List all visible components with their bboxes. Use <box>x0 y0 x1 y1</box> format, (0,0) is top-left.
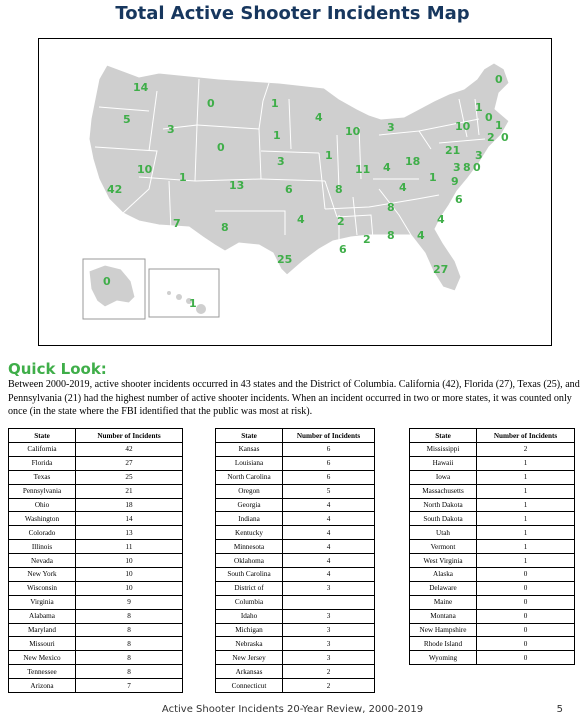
incident-count-cell: 2 <box>477 443 575 457</box>
incident-count-cell: 8 <box>76 651 183 665</box>
label-ga: 4 <box>417 229 425 242</box>
state-name-cell: North Dakota <box>410 498 477 512</box>
label-nd: 1 <box>271 97 279 110</box>
table-row <box>410 651 575 665</box>
state-name-cell: Alabama <box>9 609 76 623</box>
label-mt: 0 <box>207 97 215 110</box>
incident-count-cell: 2 <box>283 679 375 693</box>
incident-count-cell: 4 <box>283 512 375 526</box>
table-row <box>410 526 575 540</box>
state-name-cell: Indiana <box>216 512 283 526</box>
incident-count-cell: 4 <box>283 498 375 512</box>
label-dc: 3 <box>453 161 461 174</box>
quick-look-paragraph: Between 2000-2019, active shooter incidents occurred in 43 states and the District of Columbia. California (42), Florida (27), Texas (25), and Pennsylvania (21) had the highest number of active shooter incidents. When an incident occurred in two or more states, it was counted only once (in the state where the FBI identified that the public was most at risk). <box>8 379 580 418</box>
table-row <box>216 581 375 595</box>
state-name-cell: California <box>9 443 76 457</box>
state-name-cell: Wisconsin <box>9 581 76 595</box>
incident-count-cell: 27 <box>76 456 183 470</box>
state-name-cell: Louisiana <box>216 456 283 470</box>
state-table-1 <box>8 428 183 693</box>
incident-count-cell: 1 <box>477 456 575 470</box>
state-name-cell: Nevada <box>9 554 76 568</box>
label-va: 9 <box>451 175 459 188</box>
incidents-column-header: Number of Incidents <box>477 429 575 443</box>
incident-count-cell: 3 <box>283 651 375 665</box>
table-row <box>216 512 375 526</box>
incident-count-cell: 3 <box>283 609 375 623</box>
table-row <box>9 512 183 526</box>
incident-count-cell: 3 <box>283 623 375 637</box>
state-name-cell: Missouri <box>9 637 76 651</box>
table-row <box>9 554 183 568</box>
label-il: 11 <box>355 163 371 176</box>
state-name-cell: Kentucky <box>216 526 283 540</box>
label-mi: 3 <box>387 121 395 134</box>
table-row <box>9 623 183 637</box>
table-row <box>9 540 183 554</box>
label-ar: 2 <box>337 215 345 228</box>
table-row <box>9 526 183 540</box>
table-header-row <box>9 429 183 443</box>
state-name-cell: Oklahoma <box>216 554 283 568</box>
table-header-row <box>216 429 375 443</box>
state-name-cell: Connecticut <box>216 679 283 693</box>
state-name-cell: Mississippi <box>410 443 477 457</box>
table-row <box>216 679 375 693</box>
table-row <box>216 637 375 651</box>
incident-count-cell: 18 <box>76 498 183 512</box>
incident-count-cell: 0 <box>477 581 575 595</box>
state-name-cell: Massachusetts <box>410 484 477 498</box>
label-nv: 10 <box>137 163 153 176</box>
incident-count-cell: 4 <box>283 526 375 540</box>
state-name-cell: Florida <box>9 456 76 470</box>
state-name-cell: Hawaii <box>410 456 477 470</box>
label-ok: 4 <box>297 213 305 226</box>
label-nj: 3 <box>475 149 483 162</box>
label-fl: 27 <box>433 263 449 276</box>
table-row <box>216 456 375 470</box>
incident-count-cell: 3 <box>283 637 375 651</box>
incident-count-cell: 8 <box>76 609 183 623</box>
incident-count-cell: 7 <box>76 679 183 693</box>
label-wy: 0 <box>217 141 225 154</box>
label-ia: 1 <box>325 149 333 162</box>
incident-count-cell: 10 <box>76 581 183 595</box>
state-name-cell: Montana <box>410 609 477 623</box>
state-name-cell: Washington <box>9 512 76 526</box>
state-name-cell: Colorado <box>9 526 76 540</box>
table-row <box>410 498 575 512</box>
incident-count-cell: 0 <box>477 637 575 651</box>
table-row <box>216 609 375 623</box>
state-name-cell: Maryland <box>9 623 76 637</box>
label-md: 8 <box>463 161 471 174</box>
us-map-graphic <box>39 39 553 347</box>
state-name-cell: Delaware <box>410 581 477 595</box>
label-az: 7 <box>173 217 181 230</box>
state-name-cell: Tennessee <box>9 665 76 679</box>
table-row <box>9 581 183 595</box>
incident-count-cell: 11 <box>76 540 183 554</box>
state-column-header: State <box>216 429 283 443</box>
table-row <box>410 637 575 651</box>
footer-title: Active Shooter Incidents 20-Year Review, 2000-2019 <box>161 704 424 715</box>
label-de: 0 <box>473 161 481 174</box>
state-name-cell: Georgia <box>216 498 283 512</box>
incident-count-cell: 6 <box>283 456 375 470</box>
state-column-header: State <box>9 429 76 443</box>
incident-count-cell: 10 <box>76 568 183 582</box>
hawaii-inset-frame <box>149 269 219 317</box>
state-name-cell: Ohio <box>9 498 76 512</box>
state-name-cell: New Jersey <box>216 651 283 665</box>
incident-count-cell: 21 <box>76 484 183 498</box>
table-row <box>9 568 183 582</box>
incident-count-cell: 9 <box>76 595 183 609</box>
table-row <box>9 470 183 484</box>
label-nh: 0 <box>485 111 493 124</box>
label-ms: 2 <box>363 233 371 246</box>
label-vt: 1 <box>475 101 483 114</box>
label-nc: 6 <box>455 193 463 206</box>
state-name-cell: Michigan <box>216 623 283 637</box>
alaska-shape <box>89 265 135 307</box>
incident-count-cell: 2 <box>283 665 375 679</box>
label-ne: 3 <box>277 155 285 168</box>
label-tn: 8 <box>387 201 395 214</box>
table-row <box>216 470 375 484</box>
state-name-cell: Vermont <box>410 540 477 554</box>
incident-count-cell: 1 <box>477 512 575 526</box>
label-mo: 8 <box>335 183 343 196</box>
label-oh: 18 <box>405 155 421 168</box>
state-name-cell: Pennsylvania <box>9 484 76 498</box>
label-wi: 10 <box>345 125 361 138</box>
table-row <box>216 498 375 512</box>
incident-count-cell <box>283 595 375 609</box>
incident-count-cell: 0 <box>477 609 575 623</box>
incidents-column-header: Number of Incidents <box>76 429 183 443</box>
table-row <box>216 651 375 665</box>
table-row <box>216 443 375 457</box>
state-column-header: State <box>410 429 477 443</box>
incident-count-cell: 1 <box>477 498 575 512</box>
state-name-cell: Wyoming <box>410 651 477 665</box>
label-ut: 1 <box>179 171 187 184</box>
incident-count-cell: 6 <box>283 470 375 484</box>
label-in: 4 <box>383 161 391 174</box>
incident-count-cell: 10 <box>76 554 183 568</box>
label-id: 3 <box>167 123 175 136</box>
table-row <box>9 595 183 609</box>
table-row <box>9 651 183 665</box>
state-name-cell: Rhode Island <box>410 637 477 651</box>
label-ny: 10 <box>455 120 471 133</box>
label-me: 0 <box>495 73 503 86</box>
hawaii-island-1 <box>167 291 171 295</box>
incident-count-cell: 1 <box>477 526 575 540</box>
label-ks: 6 <box>285 183 293 196</box>
state-name-cell: Iowa <box>410 470 477 484</box>
incident-count-cell: 13 <box>76 526 183 540</box>
table-row <box>9 443 183 457</box>
state-name-cell: Arizona <box>9 679 76 693</box>
quick-look-heading: Quick Look: <box>8 360 107 378</box>
incidents-map <box>38 38 552 346</box>
incident-count-cell: 1 <box>477 470 575 484</box>
state-name-cell: Alaska <box>410 568 477 582</box>
incident-count-cell: 0 <box>477 595 575 609</box>
label-la: 6 <box>339 243 347 256</box>
state-name-cell: Texas <box>9 470 76 484</box>
state-table-3 <box>409 428 575 665</box>
incident-count-cell: 1 <box>477 540 575 554</box>
table-row <box>410 609 575 623</box>
incident-count-cell: 4 <box>283 568 375 582</box>
incident-count-cell: 42 <box>76 443 183 457</box>
page-title: Total Active Shooter Incidents Map <box>115 3 470 24</box>
incident-count-cell: 5 <box>283 484 375 498</box>
table-row <box>216 540 375 554</box>
state-name-cell: West Virginia <box>410 554 477 568</box>
state-name-cell: New Mexico <box>9 651 76 665</box>
incident-count-cell: 0 <box>477 651 575 665</box>
state-name-cell: Columbia <box>216 595 283 609</box>
state-name-cell: Arkansas <box>216 665 283 679</box>
hawaii-island-2 <box>176 294 182 300</box>
state-name-cell: North Carolina <box>216 470 283 484</box>
label-nm: 8 <box>221 221 229 234</box>
table-row <box>9 665 183 679</box>
incidents-column-header: Number of Incidents <box>283 429 375 443</box>
table-row <box>410 484 575 498</box>
label-ct: 2 <box>487 131 495 144</box>
state-name-cell: Idaho <box>216 609 283 623</box>
table-row <box>216 665 375 679</box>
table-row <box>9 637 183 651</box>
incident-count-cell: 8 <box>76 637 183 651</box>
page-number: 5 <box>556 704 563 715</box>
table-row <box>410 443 575 457</box>
state-name-cell: Maine <box>410 595 477 609</box>
table-row <box>216 595 375 609</box>
label-or: 5 <box>123 113 131 126</box>
table-row <box>216 623 375 637</box>
state-name-cell: South Carolina <box>216 568 283 582</box>
state-name-cell: New Hampshire <box>410 623 477 637</box>
label-al: 8 <box>387 229 395 242</box>
table-row <box>410 512 575 526</box>
label-pa: 21 <box>445 144 461 157</box>
state-name-cell: New York <box>9 568 76 582</box>
label-wa: 14 <box>133 81 149 94</box>
table-row <box>216 526 375 540</box>
label-ma: 1 <box>495 119 503 132</box>
label-sc: 4 <box>437 213 445 226</box>
state-table-2 <box>215 428 375 693</box>
incident-count-cell: 8 <box>76 665 183 679</box>
hawaii-island-4 <box>196 304 206 314</box>
state-name-cell: Kansas <box>216 443 283 457</box>
label-ak: 0 <box>103 275 111 288</box>
table-row <box>9 484 183 498</box>
state-name-cell: Virginia <box>9 595 76 609</box>
table-row <box>410 470 575 484</box>
incident-count-cell: 3 <box>283 581 375 595</box>
table-row <box>410 540 575 554</box>
incident-count-cell: 8 <box>76 623 183 637</box>
table-header-row <box>410 429 575 443</box>
label-wv: 1 <box>429 171 437 184</box>
table-row <box>9 609 183 623</box>
incident-count-cell: 4 <box>283 540 375 554</box>
incident-count-cell: 0 <box>477 568 575 582</box>
label-co: 13 <box>229 179 245 192</box>
label-mn: 4 <box>315 111 323 124</box>
incident-count-cell: 0 <box>477 623 575 637</box>
label-tx: 25 <box>277 253 293 266</box>
state-name-cell: South Dakota <box>410 512 477 526</box>
label-ky: 4 <box>399 181 407 194</box>
table-row <box>410 568 575 582</box>
state-name-cell: Utah <box>410 526 477 540</box>
table-row <box>9 498 183 512</box>
label-sd: 1 <box>273 129 281 142</box>
label-ca: 42 <box>107 183 123 196</box>
state-name-cell: Minnesota <box>216 540 283 554</box>
label-ri: 0 <box>501 131 509 144</box>
table-row <box>410 456 575 470</box>
incident-count-cell: 6 <box>283 443 375 457</box>
incident-count-cell: 1 <box>477 554 575 568</box>
state-name-cell: District of <box>216 581 283 595</box>
incident-count-cell: 14 <box>76 512 183 526</box>
state-name-cell: Nebraska <box>216 637 283 651</box>
table-row <box>410 623 575 637</box>
table-row <box>216 568 375 582</box>
incident-count-cell: 25 <box>76 470 183 484</box>
table-row <box>9 679 183 693</box>
incident-count-cell: 4 <box>283 554 375 568</box>
table-row <box>410 595 575 609</box>
table-row <box>410 581 575 595</box>
state-name-cell: Oregon <box>216 484 283 498</box>
table-row <box>216 554 375 568</box>
table-row <box>9 456 183 470</box>
table-row <box>216 484 375 498</box>
state-name-cell: Illinois <box>9 540 76 554</box>
table-row <box>410 554 575 568</box>
label-hi: 1 <box>189 297 197 310</box>
incident-count-cell: 1 <box>477 484 575 498</box>
